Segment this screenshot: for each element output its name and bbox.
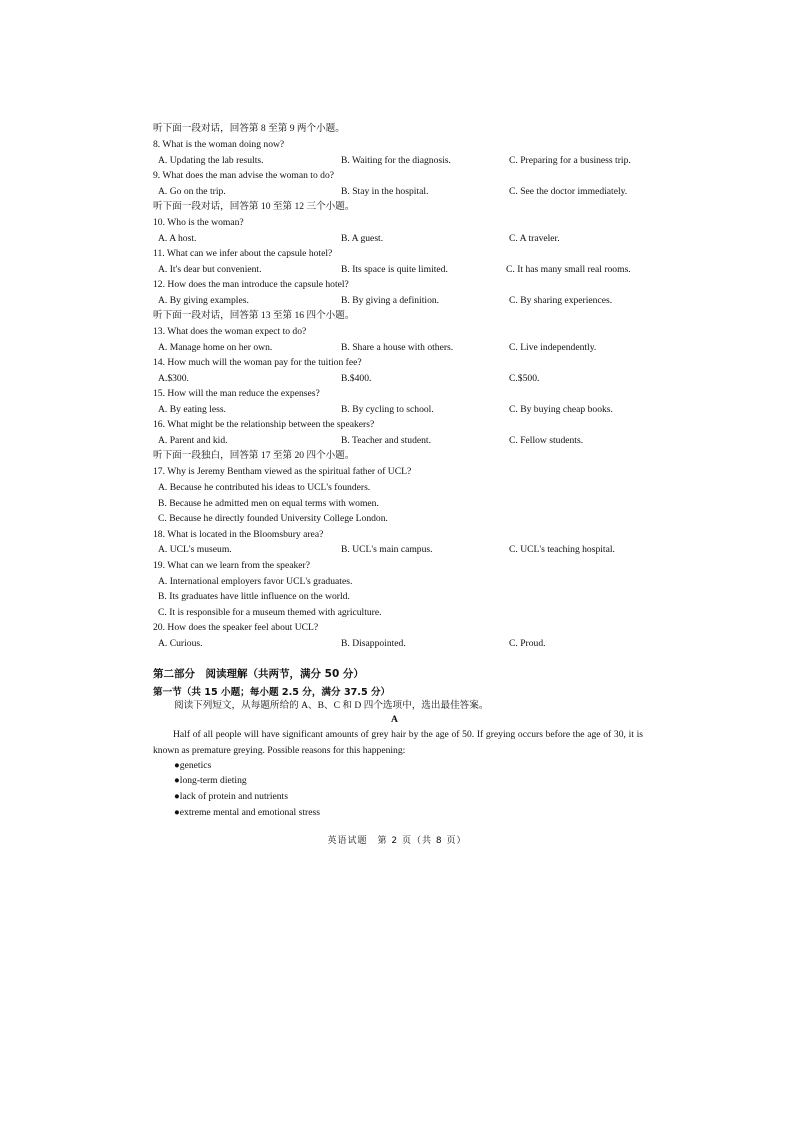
option-a: A. By giving examples. <box>158 295 249 306</box>
option-c: C. It is responsible for a museum themed with agriculture. <box>158 607 382 618</box>
option-c: C. Because he directly founded University College London. <box>158 513 388 524</box>
option-c: C. Proud. <box>509 638 546 649</box>
question-15: 15. How will the man reduce the expenses? <box>153 388 320 399</box>
reading-instruction: 阅读下列短文，从每题所给的 A、B、C 和 D 四个选项中，选出最佳答案。 <box>174 700 489 711</box>
section-instruction: 听下面一段对话，回答第 8 至第 9 两个小题。 <box>153 123 345 134</box>
option-c: C. By buying cheap books. <box>509 404 613 415</box>
question-20: 20. How does the speaker feel about UCL? <box>153 622 319 633</box>
option-a: A. Because he contributed his ideas to UCL's founders. <box>158 482 371 493</box>
option-a: A. By eating less. <box>158 404 226 415</box>
bullet-item: ●long-term dieting <box>174 775 247 786</box>
question-13: 13. What does the woman expect to do? <box>153 326 307 337</box>
question-8: 8. What is the woman doing now? <box>153 139 285 150</box>
part-title: 第二部分 阅读理解（共两节，满分 50 分） <box>153 668 364 680</box>
option-b: B. UCL's main campus. <box>341 544 433 555</box>
option-a: A. A host. <box>158 233 197 244</box>
option-c: C. By sharing experiences. <box>509 295 613 306</box>
question-16: 16. What might be the relationship between the speakers? <box>153 419 375 430</box>
section-instruction: 听下面一段对话，回答第 13 至第 16 四个小题。 <box>153 310 355 321</box>
question-18: 18. What is located in the Bloomsbury area? <box>153 529 324 540</box>
question-19: 19. What can we learn from the speaker? <box>153 560 310 571</box>
option-c: C.$500. <box>509 373 540 384</box>
option-b: B. By cycling to school. <box>341 404 434 415</box>
question-14: 14. How much will the woman pay for the tuition fee? <box>153 357 362 368</box>
option-a: A. Curious. <box>158 638 203 649</box>
question-9: 9. What does the man advise the woman to do? <box>153 170 334 181</box>
option-a: A. UCL's museum. <box>158 544 232 555</box>
option-c: C. It has many small real rooms. <box>506 264 631 275</box>
section-title: 第一节（共 15 小题；每小题 2.5 分，满分 37.5 分） <box>153 687 391 698</box>
question-12: 12. How does the man introduce the capsule hotel? <box>153 279 349 290</box>
option-b: B. Waiting for the diagnosis. <box>341 155 451 166</box>
option-a: A. Go on the trip. <box>158 186 226 197</box>
option-b: B. Share a house with others. <box>341 342 454 353</box>
option-b: B. Disappointed. <box>341 638 406 649</box>
passage-paragraph: Half of all people will have significant amounts of grey hair by the age of 50. If greying occurs before the age of 30, it is known as premature greying. Possible reasons for this happening: <box>153 729 643 756</box>
option-b: B. A guest. <box>341 233 384 244</box>
option-a: A. Parent and kid. <box>158 435 228 446</box>
option-b: B. Stay in the hospital. <box>341 186 429 197</box>
option-b: B. Its space is quite limited. <box>341 264 448 275</box>
passage-letter: A <box>391 714 398 725</box>
option-a: A. Updating the lab results. <box>158 155 264 166</box>
option-a: A. International employers favor UCL's graduates. <box>158 576 353 587</box>
section-instruction: 听下面一段对话，回答第 10 至第 12 三个小题。 <box>153 201 355 212</box>
bullet-item: ●extreme mental and emotional stress <box>174 807 320 818</box>
question-10: 10. Who is the woman? <box>153 217 244 228</box>
option-c: C. Live independently. <box>509 342 597 353</box>
question-11: 11. What can we infer about the capsule hotel? <box>153 248 333 259</box>
bullet-item: ●genetics <box>174 760 212 771</box>
option-b: B. By giving a definition. <box>341 295 440 306</box>
option-c: C. Fellow students. <box>509 435 584 446</box>
option-a: A.$300. <box>158 373 189 384</box>
option-c: C. See the doctor immediately. <box>509 186 628 197</box>
option-a: A. It's dear but convenient. <box>158 264 262 275</box>
option-b: B.$400. <box>341 373 372 384</box>
option-b: B. Because he admitted men on equal terms with women. <box>158 498 379 509</box>
page-footer: 英语试题 第 2 页（共 8 页） <box>327 836 467 846</box>
option-c: C. A traveler. <box>509 233 560 244</box>
option-b: B. Its graduates have little influence on the world. <box>158 591 350 602</box>
section-instruction: 听下面一段独白，回答第 17 至第 20 四个小题。 <box>153 450 355 461</box>
option-b: B. Teacher and student. <box>341 435 431 446</box>
option-c: C. UCL's teaching hospital. <box>509 544 615 555</box>
option-a: A. Manage home on her own. <box>158 342 273 353</box>
question-17: 17. Why is Jeremy Bentham viewed as the spiritual father of UCL? <box>153 466 412 477</box>
option-c: C. Preparing for a business trip. <box>509 155 631 166</box>
bullet-item: ●lack of protein and nutrients <box>174 791 288 802</box>
